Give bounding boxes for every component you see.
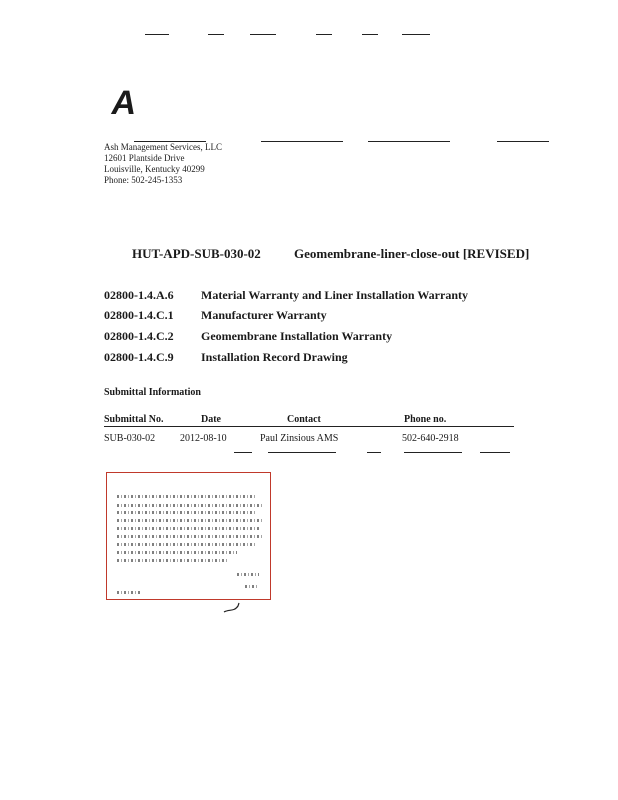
stamp-text-line: [117, 591, 141, 594]
company-name: Ash Management Services, LLC: [104, 142, 222, 152]
cell-contact: Paul Zinsious AMS: [260, 433, 339, 444]
document-id: HUT-APD-SUB-030-02: [132, 246, 261, 261]
cell-date: 2012-08-10: [180, 433, 227, 444]
signature-line: [234, 452, 252, 453]
spec-code: 02800-1.4.C.9: [104, 350, 174, 364]
spec-title: Material Warranty and Liner Installation Warranty: [201, 288, 469, 302]
company-city: Louisville, Kentucky 40299: [104, 164, 205, 174]
scan-mark: [402, 34, 430, 35]
stamp-text-line: [117, 551, 237, 554]
spec-item: [104, 288, 468, 303]
spec-title: Manufacturer Warranty: [201, 308, 327, 322]
spec-item: [104, 308, 327, 323]
signature-line: [268, 452, 336, 453]
spec-title: Geomembrane Installation Warranty: [201, 329, 393, 343]
scan-mark: [145, 34, 169, 35]
cell-phone: 502-640-2918: [402, 433, 459, 444]
column-header-submittal-no: Submittal No.: [104, 414, 164, 425]
submittal-heading: Submittal Information: [104, 387, 201, 398]
column-header-date: Date: [201, 414, 221, 425]
stamp-text-line: [237, 573, 259, 576]
stamp-text-line: [117, 495, 257, 498]
scan-mark: [316, 34, 332, 35]
spec-code: 02800-1.4.A.6: [104, 288, 174, 302]
spec-code: 02800-1.4.C.1: [104, 308, 174, 322]
signature-line: [480, 452, 510, 453]
table-header-rule: [104, 426, 514, 427]
company-logo: A: [108, 84, 139, 122]
cell-submittal-no: SUB-030-02: [104, 433, 156, 444]
stamp-text-line: [117, 527, 259, 530]
letterhead-rule: [261, 141, 343, 142]
spec-code: 02800-1.4.C.2: [104, 329, 174, 343]
signature-line: [404, 452, 462, 453]
letterhead-rule: [497, 141, 549, 142]
scan-mark: [250, 34, 276, 35]
scan-mark: [362, 34, 378, 35]
stamp-text-line: [117, 559, 227, 562]
stamp-text-line: [245, 585, 259, 588]
column-header-contact: Contact: [287, 414, 321, 425]
stamp-text-line: [117, 519, 263, 522]
stamp-text-line: [117, 504, 262, 507]
spec-title: Installation Record Drawing: [201, 350, 348, 364]
company-street: 12601 Plantside Drive: [104, 153, 185, 163]
spec-item: [104, 350, 348, 365]
company-phone: Phone: 502-245-1353: [104, 175, 183, 185]
signature-line: [367, 452, 381, 453]
company-address: [104, 142, 222, 186]
stamp-text-line: [117, 511, 255, 514]
stamp-text-line: [117, 543, 257, 546]
column-header-phone: Phone no.: [404, 414, 447, 425]
handwritten-mark: [222, 600, 244, 616]
spec-item: [104, 329, 392, 344]
scan-mark: [208, 34, 224, 35]
stamp-text-line: [117, 535, 263, 538]
document-title: Geomembrane-liner-close-out [REVISED]: [294, 246, 530, 261]
letterhead-rule: [368, 141, 450, 142]
review-stamp: [106, 472, 271, 600]
